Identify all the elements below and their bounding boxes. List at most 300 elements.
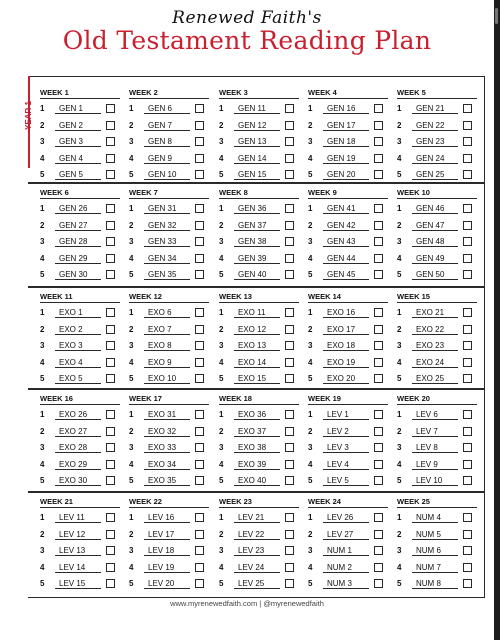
reading-checkbox[interactable] (463, 530, 472, 539)
reading-checkbox[interactable] (106, 443, 115, 452)
reading-checkbox[interactable] (106, 270, 115, 279)
reading-label: LEV 9 (412, 459, 458, 470)
reading-label: GEN 26 (55, 203, 101, 214)
reading-label: LEV 6 (412, 409, 458, 420)
reading-row (40, 134, 120, 150)
reading-checkbox[interactable] (285, 237, 294, 246)
reading-checkbox[interactable] (195, 121, 204, 130)
reading-row (40, 322, 120, 338)
reading-checkbox[interactable] (285, 513, 294, 522)
day-number: 5 (129, 374, 134, 384)
reading-row (129, 510, 209, 526)
reading-row (129, 440, 209, 456)
reading-checkbox[interactable] (106, 374, 115, 383)
reading-label: GEN 7 (144, 120, 190, 131)
day-number: 5 (40, 579, 45, 589)
reading-checkbox[interactable] (106, 325, 115, 334)
reading-label: GEN 40 (234, 269, 280, 280)
day-number: 4 (40, 253, 45, 263)
reading-checkbox[interactable] (463, 513, 472, 522)
week-block (219, 292, 299, 387)
day-number: 1 (129, 204, 134, 214)
day-number: 2 (308, 324, 313, 334)
day-number: 4 (308, 253, 313, 263)
reading-checkbox[interactable] (285, 137, 294, 146)
reading-label: EXO 1 (55, 307, 101, 318)
reading-checkbox[interactable] (374, 204, 383, 213)
reading-checkbox[interactable] (106, 476, 115, 485)
reading-label: EXO 13 (234, 340, 280, 351)
reading-checkbox[interactable] (195, 154, 204, 163)
day-number: 3 (129, 443, 134, 453)
week-block (40, 188, 120, 283)
day-number: 1 (397, 308, 402, 318)
reading-checkbox[interactable] (463, 221, 472, 230)
reading-checkbox[interactable] (195, 410, 204, 419)
reading-checkbox[interactable] (195, 427, 204, 436)
reading-label: GEN 39 (234, 253, 280, 264)
week-block (219, 394, 299, 489)
reading-checkbox[interactable] (106, 358, 115, 367)
day-number: 5 (308, 170, 313, 180)
reading-label: GEN 16 (323, 103, 369, 114)
reading-checkbox[interactable] (106, 308, 115, 317)
reading-checkbox[interactable] (195, 341, 204, 350)
reading-checkbox[interactable] (463, 358, 472, 367)
page-title: Old Testament Reading Plan (62, 26, 432, 55)
reading-row (397, 167, 477, 183)
row-divider (28, 491, 484, 493)
row-divider (28, 388, 484, 390)
reading-checkbox[interactable] (463, 579, 472, 588)
reading-label: GEN 15 (234, 169, 280, 180)
reading-checkbox[interactable] (195, 137, 204, 146)
reading-label: LEV 17 (144, 529, 190, 540)
day-number: 1 (308, 104, 313, 114)
reading-checkbox[interactable] (195, 563, 204, 572)
reading-label: GEN 21 (412, 103, 458, 114)
reading-row (397, 234, 477, 250)
day-number: 2 (397, 220, 402, 230)
reading-label: EXO 21 (412, 307, 458, 318)
reading-checkbox[interactable] (463, 460, 472, 469)
day-number: 5 (219, 476, 224, 486)
reading-label: GEN 6 (144, 103, 190, 114)
row-divider (28, 286, 484, 288)
day-number: 1 (40, 513, 45, 523)
reading-checkbox[interactable] (106, 121, 115, 130)
reading-row (40, 560, 120, 576)
day-number: 5 (308, 374, 313, 384)
reading-row (40, 201, 120, 217)
day-number: 1 (219, 513, 224, 523)
week-title: WEEK 9 (308, 188, 388, 199)
day-number: 1 (219, 104, 224, 114)
reading-checkbox[interactable] (285, 563, 294, 572)
reading-label: LEV 13 (55, 545, 101, 556)
day-number: 1 (40, 204, 45, 214)
reading-row (129, 424, 209, 440)
reading-checkbox[interactable] (195, 308, 204, 317)
reading-checkbox[interactable] (463, 204, 472, 213)
reading-checkbox[interactable] (285, 308, 294, 317)
reading-label: LEV 2 (323, 426, 369, 437)
reading-label: LEV 8 (412, 442, 458, 453)
day-number: 4 (397, 153, 402, 163)
reading-row (397, 305, 477, 321)
reading-checkbox[interactable] (106, 204, 115, 213)
reading-checkbox[interactable] (106, 154, 115, 163)
reading-row (129, 576, 209, 592)
reading-checkbox[interactable] (374, 579, 383, 588)
reading-row (308, 267, 388, 283)
reading-checkbox[interactable] (374, 374, 383, 383)
reading-checkbox[interactable] (285, 579, 294, 588)
day-number: 4 (219, 459, 224, 469)
reading-checkbox[interactable] (463, 170, 472, 179)
window-edge-scrollbar[interactable] (494, 0, 500, 640)
reading-row (129, 151, 209, 167)
reading-row (308, 527, 388, 543)
reading-checkbox[interactable] (374, 270, 383, 279)
reading-checkbox[interactable] (285, 374, 294, 383)
day-number: 3 (40, 237, 45, 247)
week-title: WEEK 8 (219, 188, 299, 199)
reading-label: EXO 24 (412, 357, 458, 368)
reading-checkbox[interactable] (106, 341, 115, 350)
day-number: 5 (308, 476, 313, 486)
reading-checkbox[interactable] (463, 563, 472, 572)
reading-row (219, 543, 299, 559)
day-number: 1 (397, 513, 402, 523)
reading-label: GEN 20 (323, 169, 369, 180)
reading-label: EXO 12 (234, 324, 280, 335)
reading-checkbox[interactable] (374, 460, 383, 469)
reading-checkbox[interactable] (106, 104, 115, 113)
reading-row (40, 424, 120, 440)
reading-checkbox[interactable] (285, 476, 294, 485)
reading-label: EXO 31 (144, 409, 190, 420)
reading-checkbox[interactable] (106, 137, 115, 146)
reading-row (219, 101, 299, 117)
reading-checkbox[interactable] (463, 427, 472, 436)
reading-checkbox[interactable] (195, 579, 204, 588)
reading-row (40, 305, 120, 321)
reading-checkbox[interactable] (374, 104, 383, 113)
day-number: 2 (397, 529, 402, 539)
day-number: 5 (397, 170, 402, 180)
reading-label: GEN 4 (55, 153, 101, 164)
reading-checkbox[interactable] (463, 341, 472, 350)
reading-checkbox[interactable] (285, 427, 294, 436)
day-number: 3 (129, 137, 134, 147)
reading-label: GEN 43 (323, 236, 369, 247)
reading-checkbox[interactable] (463, 154, 472, 163)
reading-checkbox[interactable] (463, 104, 472, 113)
reading-checkbox[interactable] (374, 325, 383, 334)
reading-checkbox[interactable] (106, 170, 115, 179)
reading-checkbox[interactable] (285, 325, 294, 334)
reading-row (397, 338, 477, 354)
reading-row (397, 101, 477, 117)
week-title: WEEK 24 (308, 497, 388, 508)
reading-checkbox[interactable] (195, 237, 204, 246)
reading-checkbox[interactable] (195, 374, 204, 383)
reading-checkbox[interactable] (463, 476, 472, 485)
reading-checkbox[interactable] (285, 121, 294, 130)
reading-checkbox[interactable] (106, 513, 115, 522)
day-number: 2 (219, 120, 224, 130)
reading-checkbox[interactable] (195, 270, 204, 279)
reading-checkbox[interactable] (106, 563, 115, 572)
reading-row (219, 371, 299, 387)
reading-label: GEN 31 (144, 203, 190, 214)
reading-checkbox[interactable] (374, 476, 383, 485)
day-number: 2 (308, 120, 313, 130)
day-number: 3 (397, 237, 402, 247)
day-number: 3 (129, 546, 134, 556)
reading-label: GEN 36 (234, 203, 280, 214)
reading-checkbox[interactable] (106, 460, 115, 469)
day-number: 3 (397, 443, 402, 453)
reading-row (308, 576, 388, 592)
reading-checkbox[interactable] (463, 546, 472, 555)
day-number: 2 (219, 220, 224, 230)
week-block (397, 188, 477, 283)
day-number: 4 (219, 562, 224, 572)
reading-row (129, 234, 209, 250)
reading-checkbox[interactable] (195, 204, 204, 213)
reading-checkbox[interactable] (285, 254, 294, 263)
reading-checkbox[interactable] (374, 530, 383, 539)
reading-checkbox[interactable] (463, 254, 472, 263)
week-title: WEEK 21 (40, 497, 120, 508)
reading-checkbox[interactable] (374, 513, 383, 522)
day-number: 1 (129, 308, 134, 318)
day-number: 4 (129, 562, 134, 572)
reading-label: GEN 12 (234, 120, 280, 131)
reading-checkbox[interactable] (195, 104, 204, 113)
reading-checkbox[interactable] (463, 443, 472, 452)
reading-checkbox[interactable] (106, 579, 115, 588)
reading-row (397, 218, 477, 234)
day-number: 3 (308, 137, 313, 147)
reading-checkbox[interactable] (106, 254, 115, 263)
day-number: 4 (219, 253, 224, 263)
reading-row (219, 167, 299, 183)
day-number: 1 (219, 410, 224, 420)
reading-checkbox[interactable] (285, 104, 294, 113)
reading-row (129, 560, 209, 576)
week-title: WEEK 20 (397, 394, 477, 405)
reading-checkbox[interactable] (195, 325, 204, 334)
reading-label: LEV 7 (412, 426, 458, 437)
year-label: YEAR 1 (24, 101, 33, 131)
reading-label: EXO 35 (144, 475, 190, 486)
reading-row (129, 322, 209, 338)
reading-checkbox[interactable] (285, 460, 294, 469)
day-number: 5 (219, 170, 224, 180)
reading-checkbox[interactable] (374, 410, 383, 419)
reading-checkbox[interactable] (374, 308, 383, 317)
week-block (40, 394, 120, 489)
day-number: 4 (397, 459, 402, 469)
reading-checkbox[interactable] (106, 427, 115, 436)
day-number: 1 (129, 410, 134, 420)
reading-checkbox[interactable] (106, 410, 115, 419)
reading-checkbox[interactable] (285, 221, 294, 230)
reading-checkbox[interactable] (374, 254, 383, 263)
week-title: WEEK 13 (219, 292, 299, 303)
reading-checkbox[interactable] (374, 221, 383, 230)
reading-checkbox[interactable] (374, 170, 383, 179)
reading-row (129, 267, 209, 283)
reading-checkbox[interactable] (106, 237, 115, 246)
day-number: 4 (397, 253, 402, 263)
reading-label: EXO 17 (323, 324, 369, 335)
week-block (219, 497, 299, 592)
reading-label: EXO 16 (323, 307, 369, 318)
reading-checkbox[interactable] (463, 374, 472, 383)
reading-checkbox[interactable] (195, 546, 204, 555)
reading-row (308, 134, 388, 150)
reading-label: GEN 24 (412, 153, 458, 164)
day-number: 3 (219, 137, 224, 147)
reading-checkbox[interactable] (195, 170, 204, 179)
day-number: 5 (129, 270, 134, 280)
reading-checkbox[interactable] (195, 221, 204, 230)
reading-label: LEV 1 (323, 409, 369, 420)
reading-row (129, 407, 209, 423)
reading-row (40, 473, 120, 489)
reading-label: GEN 35 (144, 269, 190, 280)
reading-checkbox[interactable] (285, 154, 294, 163)
reading-row (308, 424, 388, 440)
week-block (219, 188, 299, 283)
reading-label: EXO 8 (144, 340, 190, 351)
reading-checkbox[interactable] (463, 410, 472, 419)
reading-checkbox[interactable] (374, 358, 383, 367)
reading-row (397, 527, 477, 543)
reading-row (397, 322, 477, 338)
reading-checkbox[interactable] (106, 530, 115, 539)
week-title: WEEK 23 (219, 497, 299, 508)
reading-checkbox[interactable] (463, 308, 472, 317)
reading-row (308, 371, 388, 387)
reading-checkbox[interactable] (463, 325, 472, 334)
reading-checkbox[interactable] (374, 546, 383, 555)
day-number: 1 (308, 204, 313, 214)
day-number: 2 (219, 426, 224, 436)
reading-label: LEV 15 (55, 578, 101, 589)
reading-checkbox[interactable] (374, 137, 383, 146)
reading-checkbox[interactable] (195, 460, 204, 469)
day-number: 2 (40, 529, 45, 539)
reading-checkbox[interactable] (374, 563, 383, 572)
reading-row (40, 510, 120, 526)
day-number: 2 (397, 324, 402, 334)
reading-checkbox[interactable] (374, 154, 383, 163)
reading-checkbox[interactable] (195, 530, 204, 539)
reading-checkbox[interactable] (463, 270, 472, 279)
reading-checkbox[interactable] (374, 121, 383, 130)
reading-row (397, 424, 477, 440)
reading-row (397, 371, 477, 387)
reading-label: GEN 13 (234, 136, 280, 147)
reading-row (129, 338, 209, 354)
reading-label: LEV 23 (234, 545, 280, 556)
reading-label: EXO 20 (323, 373, 369, 384)
reading-checkbox[interactable] (374, 341, 383, 350)
reading-label: LEV 12 (55, 529, 101, 540)
day-number: 1 (397, 104, 402, 114)
reading-checkbox[interactable] (374, 443, 383, 452)
reading-checkbox[interactable] (106, 546, 115, 555)
week-block (129, 292, 209, 387)
reading-checkbox[interactable] (285, 410, 294, 419)
day-number: 1 (129, 104, 134, 114)
reading-checkbox[interactable] (285, 204, 294, 213)
day-number: 5 (397, 476, 402, 486)
reading-checkbox[interactable] (285, 546, 294, 555)
reading-row (40, 355, 120, 371)
day-number: 3 (40, 546, 45, 556)
reading-checkbox[interactable] (195, 476, 204, 485)
reading-checkbox[interactable] (195, 358, 204, 367)
reading-checkbox[interactable] (285, 358, 294, 367)
reading-checkbox[interactable] (285, 341, 294, 350)
reading-checkbox[interactable] (285, 530, 294, 539)
reading-label: GEN 45 (323, 269, 369, 280)
reading-row (308, 510, 388, 526)
reading-checkbox[interactable] (285, 170, 294, 179)
reading-label: GEN 48 (412, 236, 458, 247)
day-number: 5 (219, 374, 224, 384)
reading-checkbox[interactable] (285, 443, 294, 452)
reading-row (397, 543, 477, 559)
day-number: 1 (129, 513, 134, 523)
week-title: WEEK 10 (397, 188, 477, 199)
day-number: 5 (219, 579, 224, 589)
reading-checkbox[interactable] (374, 237, 383, 246)
brand-name: Renewed Faith's (172, 8, 322, 28)
day-number: 2 (40, 324, 45, 334)
reading-checkbox[interactable] (374, 427, 383, 436)
reading-label: EXO 5 (55, 373, 101, 384)
reading-checkbox[interactable] (463, 237, 472, 246)
reading-checkbox[interactable] (463, 137, 472, 146)
reading-label: GEN 27 (55, 220, 101, 231)
reading-label: GEN 47 (412, 220, 458, 231)
reading-checkbox[interactable] (195, 443, 204, 452)
reading-label: EXO 18 (323, 340, 369, 351)
week-title: WEEK 11 (40, 292, 120, 303)
reading-checkbox[interactable] (195, 254, 204, 263)
reading-row (219, 218, 299, 234)
week-block (129, 497, 209, 592)
reading-row (40, 527, 120, 543)
reading-row (308, 543, 388, 559)
reading-checkbox[interactable] (463, 121, 472, 130)
reading-checkbox[interactable] (106, 221, 115, 230)
day-number: 1 (40, 308, 45, 318)
week-title: WEEK 17 (129, 394, 209, 405)
reading-checkbox[interactable] (195, 513, 204, 522)
reading-label: GEN 41 (323, 203, 369, 214)
reading-label: GEN 25 (412, 169, 458, 180)
reading-checkbox[interactable] (285, 270, 294, 279)
reading-row (308, 118, 388, 134)
